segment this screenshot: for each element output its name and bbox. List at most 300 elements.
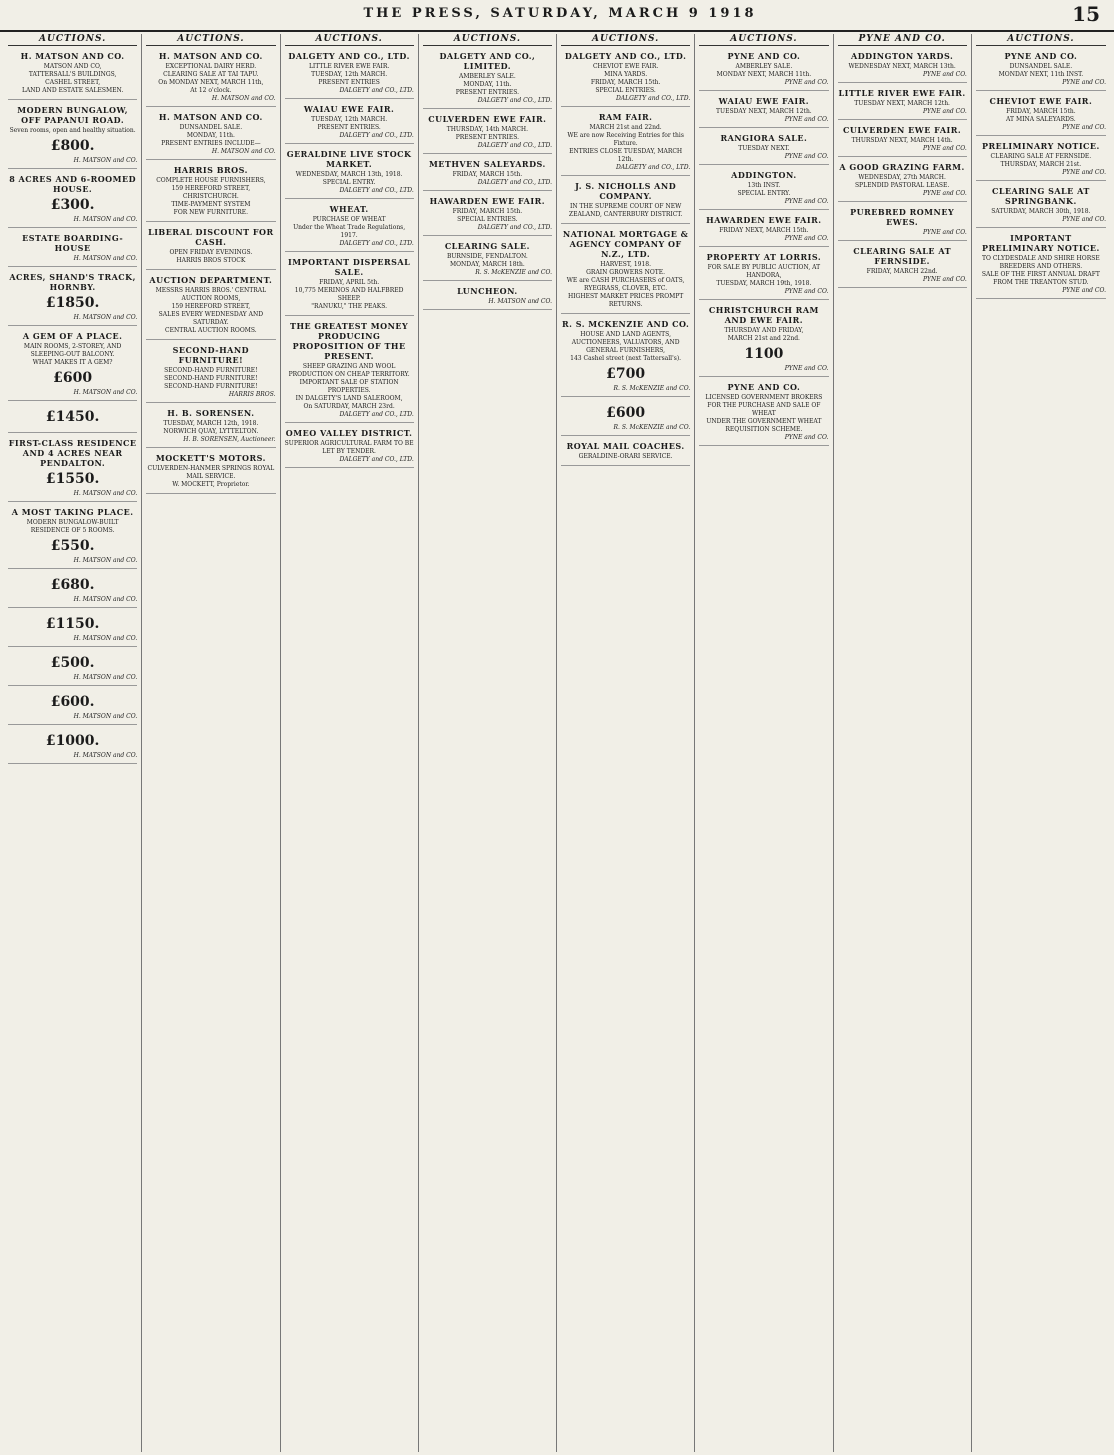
ad-line: FRIDAY, APRIL 5th.	[319, 279, 380, 286]
ad-line: TUESDAY NEXT, MARCH 12th.	[854, 100, 950, 107]
ad-line: GRAIN GROWERS NOTE.	[586, 269, 666, 276]
ad-line: TUESDAY, MARCH 19th, 1918.	[716, 280, 812, 287]
ad-line: SECOND-HAND FURNITURE!	[164, 383, 258, 390]
advertisement	[561, 179, 690, 224]
ad-line: Seven rooms, open and healthy situation.	[9, 127, 136, 134]
ad-title: CULVERDEN EWE FAIR.	[428, 114, 547, 124]
masthead	[0, 0, 1114, 32]
ad-title: IMPORTANT PRELIMINARY NOTICE.	[981, 233, 1100, 253]
ad-line: LICENSED GOVERNMENT BROKERS	[705, 394, 823, 401]
advertisement	[146, 49, 275, 107]
ad-signature: PYNE and CO.	[784, 153, 829, 160]
ad-title: DALGETY AND CO., LTD.	[564, 51, 687, 61]
ad-signature: R. S. McKENZIE and CO.	[475, 269, 552, 276]
ad-signature: HARRIS BROS.	[228, 391, 276, 398]
ad-title: CHEVIOT EWE FAIR.	[989, 96, 1093, 106]
ad-line: SALES EVERY WEDNESDAY AND SATURDAY.	[158, 311, 264, 326]
ad-signature: H. MATSON and CO.	[73, 490, 138, 497]
ad-signature: PYNE and CO.	[784, 434, 829, 441]
ad-title: SECOND-HAND FURNITURE!	[172, 345, 250, 365]
ad-title: R. S. MCKENZIE AND CO.	[562, 319, 690, 329]
ad-signature: R. S. McKENZIE and CO.	[613, 385, 691, 392]
ad-line: PRESENT ENTRIES.	[455, 134, 520, 141]
ad-signature: PYNE and CO.	[922, 229, 967, 236]
ad-line: SPECIAL ENTRY.	[322, 179, 376, 186]
ad-line: FRIDAY, MARCH 22nd.	[866, 268, 938, 275]
ad-line: FRIDAY NEXT, MARCH 15th.	[719, 227, 809, 234]
ad-line: SECOND-HAND FURNITURE!	[164, 367, 258, 374]
advertisement	[423, 194, 552, 236]
ad-line: PRESENT ENTRIES INCLUDE—	[161, 140, 261, 147]
ad-line: HARVEST, 1918.	[600, 261, 652, 268]
advertisement	[976, 49, 1106, 91]
ad-signature: H. MATSON and CO.	[73, 752, 138, 759]
ad-line: 10,775 MERINOS AND HALFBRED SHEEP.	[294, 287, 404, 302]
ad-line: At 12 o'clock.	[190, 87, 232, 94]
ad-signature: PYNE and CO.	[784, 365, 829, 372]
ad-signature: PYNE and CO.	[922, 108, 967, 115]
advertisement	[699, 213, 828, 247]
ad-line: MATSON AND CO,	[43, 63, 102, 70]
ad-signature: H. MATSON and CO.	[211, 148, 276, 155]
ad-line: 159 HEREFORD STREET,	[171, 185, 251, 192]
ad-title: J. S. NICHOLLS AND COMPANY.	[575, 181, 677, 201]
ad-line: THURSDAY AND FRIDAY,	[724, 327, 804, 334]
ad-line: OPEN FRIDAY EVENINGS.	[169, 249, 253, 256]
ad-line: MINA YARDS.	[604, 71, 648, 78]
ad-line: CASHEL STREET,	[45, 79, 101, 86]
ad-price: £1450.	[45, 409, 100, 425]
advertisement	[8, 329, 137, 401]
ad-title: A MOST TAKING PLACE.	[11, 507, 134, 517]
ad-line: SPLENDID PASTORAL LEASE.	[854, 182, 950, 189]
advertisement	[699, 131, 828, 165]
ad-title: A GOOD GRAZING FARM.	[839, 162, 965, 172]
column-5	[557, 34, 695, 1452]
advertisement	[699, 49, 828, 91]
advertisement	[8, 572, 137, 608]
ad-line: MONDAY, 11th.	[186, 132, 235, 139]
ad-title: H. MATSON AND CO.	[158, 51, 263, 61]
ad-price: £550.	[50, 538, 95, 554]
ad-title: THE GREATEST MONEY PRODUCING PROPOSITION OF THE PRESENT.	[289, 321, 409, 361]
ad-title: RAM FAIR.	[598, 112, 653, 122]
ad-title: CLEARING SALE AT FERNSIDE.	[853, 246, 952, 266]
advertisement	[8, 436, 137, 502]
ad-signature: DALGETY and CO., LTD.	[339, 456, 414, 463]
advertisement	[699, 380, 828, 446]
ad-line: SALE OF THE FIRST ANNUAL DRAFT FROM THE TREANTON STUD.	[981, 271, 1100, 286]
ad-title: IMPORTANT DISPERSAL SALE.	[288, 257, 411, 277]
ad-line: CLEARING SALE AT TAI TAPU.	[163, 71, 259, 78]
ad-title: RANGIORA SALE.	[720, 133, 808, 143]
ad-line: UNDER THE GOVERNMENT WHEAT REQUISITION SCHEME.	[706, 418, 822, 433]
ad-signature: PYNE and CO.	[784, 79, 829, 86]
ad-line: THURSDAY, 14th MARCH.	[446, 126, 529, 133]
ad-price: £500.	[50, 655, 95, 671]
ad-line: 143 Cashel street (next Tattersall's).	[570, 355, 682, 362]
newspaper-title: THE PRESS, SATURDAY, MARCH 9 1918	[363, 6, 757, 21]
advertisement	[838, 123, 967, 157]
ad-line: FOR NEW FURNITURE.	[173, 209, 249, 216]
ad-title: A GEM OF A PLACE.	[22, 331, 123, 341]
ad-title: MOCKETT'S MOTORS.	[155, 453, 266, 463]
advertisement	[561, 400, 690, 436]
ad-title: AUCTION DEPARTMENT.	[149, 275, 273, 285]
ad-line: AMBERLEY SALE.	[459, 73, 516, 80]
column-heading: AUCTIONS.	[699, 34, 828, 46]
ad-title: FIRST-CLASS RESIDENCE AND 4 ACRES NEAR PENDALTON.	[8, 438, 137, 468]
ad-line: AT MINA SALEYARDS.	[1006, 116, 1076, 123]
ad-line: CLEARING SALE AT FERNSIDE.	[990, 153, 1092, 160]
column-4	[419, 34, 557, 1452]
ad-price: £300.	[50, 197, 95, 213]
advertisement	[8, 103, 137, 169]
ad-line: 13th INST.	[747, 182, 781, 189]
ad-signature: H. B. SORENSEN, Auctioneer.	[183, 436, 276, 443]
ad-line: GENERAL FURNISHERS,	[586, 347, 666, 354]
ad-title: PRELIMINARY NOTICE.	[981, 141, 1100, 151]
advertisement	[561, 439, 690, 466]
ad-price: £800.	[50, 138, 95, 154]
ad-title: METHVEN SALEYARDS.	[428, 159, 546, 169]
ad-line: CHRISTCHURCH.	[182, 193, 239, 200]
advertisement	[976, 184, 1106, 228]
advertisement	[285, 49, 414, 99]
ad-title: WAIAU EWE FAIR.	[718, 96, 810, 106]
ad-signature: H. MATSON and CO.	[73, 216, 138, 223]
ad-line: MESSRS HARRIS BROS.' CENTRAL AUCTION ROOMS,	[155, 287, 267, 302]
ad-line: On MONDAY NEXT, MARCH 11th,	[158, 79, 264, 86]
ad-title: DALGETY AND CO., LIMITED.	[439, 51, 536, 71]
ad-title: PROPERTY AT LORRIS.	[706, 252, 822, 262]
ad-line: NORWICH QUAY, LYTTELTON.	[163, 428, 259, 435]
advertisement	[699, 94, 828, 128]
ad-line: MONDAY NEXT, 11th INST.	[998, 71, 1084, 78]
ad-title: LIBERAL DISCOUNT FOR CASH.	[148, 227, 274, 247]
ad-signature: DALGETY and CO., LTD.	[616, 164, 691, 171]
ad-line: THURSDAY, MARCH 21st.	[1000, 161, 1082, 168]
column-heading: PYNE AND CO.	[838, 34, 967, 46]
column-6	[695, 34, 833, 1452]
advertisement	[8, 650, 137, 686]
ad-line: BURNSIDE, FENDALTON.	[446, 253, 528, 260]
ad-signature: DALGETY and CO., LTD.	[616, 95, 691, 102]
advertisement	[146, 273, 275, 340]
advertisement	[285, 202, 414, 252]
ad-title: GERALDINE LIVE STOCK MARKET.	[286, 149, 412, 169]
ad-title: H. B. SORENSEN.	[167, 408, 255, 418]
ad-line: DUNSANDEL SALE.	[179, 124, 243, 131]
ad-signature: PYNE and CO.	[922, 71, 967, 78]
ad-price: 1100	[744, 346, 784, 362]
ad-line: PRESENT ENTRIES.	[455, 89, 520, 96]
ad-title: PYNE AND CO.	[1004, 51, 1078, 61]
advertisement	[699, 168, 828, 210]
ad-title: CLEARING SALE.	[444, 241, 530, 251]
advertisement	[8, 49, 137, 100]
ad-signature: PYNE and CO.	[1062, 287, 1106, 294]
ad-line: MONDAY, 11th.	[463, 81, 512, 88]
ad-line: SPECIAL ENTRIES.	[457, 216, 518, 223]
ad-price: £680.	[50, 577, 95, 593]
advertisement	[146, 451, 275, 494]
column-2	[142, 34, 280, 1452]
ad-price: £1550.	[45, 471, 100, 487]
ad-signature: DALGETY and CO., LTD.	[477, 142, 552, 149]
ad-line: GERALDINE-ORARI SERVICE.	[578, 453, 673, 460]
ad-signature: H. MATSON and CO.	[211, 95, 276, 102]
ad-line: WEDNESDAY, 27th MARCH.	[858, 174, 946, 181]
ad-line: FRIDAY, MARCH 15th.	[590, 79, 661, 86]
ad-title: DALGETY AND CO., LTD.	[288, 51, 410, 61]
ad-title: H. MATSON AND CO.	[20, 51, 125, 61]
ad-signature: DALGETY and CO., LTD.	[477, 179, 552, 186]
ad-signature: H. MATSON and CO.	[73, 674, 138, 681]
ad-line: FOR SALE BY PUBLIC AUCTION, AT HANDORA,	[707, 264, 821, 279]
ad-line: TUESDAY, MARCH 12th, 1918.	[163, 420, 259, 427]
ad-title: HAWARDEN EWE FAIR.	[706, 215, 822, 225]
ad-title: PYNE AND CO.	[727, 382, 801, 392]
ad-line: MARCH 21st and 22nd.	[589, 124, 662, 131]
ad-signature: DALGETY and CO., LTD.	[477, 224, 552, 231]
ad-signature: DALGETY and CO., LTD.	[477, 97, 552, 104]
ad-line: MONDAY, MARCH 18th.	[449, 261, 525, 268]
ad-title: H. MATSON AND CO.	[158, 112, 263, 122]
ad-line: IN DALGETY'S LAND SALEROOM,	[295, 395, 403, 402]
ad-line: TUESDAY NEXT.	[738, 145, 790, 152]
advertisement	[146, 110, 275, 160]
ad-signature: H. MATSON and CO.	[73, 157, 138, 164]
ad-signature: PYNE and CO.	[1062, 216, 1106, 223]
ad-line: LITTLE RIVER EWE FAIR.	[308, 63, 390, 70]
ad-signature: H. MATSON and CO.	[73, 557, 138, 564]
advertisement	[146, 163, 275, 222]
ad-signature: H. MATSON and CO.	[73, 713, 138, 720]
ad-signature: PYNE and CO.	[784, 116, 829, 123]
ad-signature: DALGETY and CO., LTD.	[339, 87, 414, 94]
advertisement	[976, 94, 1106, 136]
ad-line: WEDNESDAY NEXT, MARCH 13th.	[848, 63, 956, 70]
ad-title: MODERN BUNGALOW, OFF PAPANUI ROAD.	[17, 105, 129, 125]
advertisement	[976, 231, 1106, 299]
ad-line: HARRIS BROS STOCK	[176, 257, 246, 264]
ad-line: SUPERIOR AGRICULTURAL FARM TO BE LET BY TENDER.	[284, 440, 414, 455]
page-number: 15	[1072, 2, 1100, 26]
ad-line: TATTERSALL'S BUILDINGS,	[28, 71, 117, 78]
ad-price: £1000.	[45, 733, 100, 749]
advertisement	[838, 205, 967, 241]
ad-signature: DALGETY and CO., LTD.	[339, 240, 414, 247]
ad-line: CHEVIOT EWE FAIR.	[592, 63, 659, 70]
advertisement	[285, 426, 414, 468]
advertisement	[146, 225, 275, 270]
advertisement	[423, 49, 552, 109]
ad-signature: PYNE and CO.	[922, 190, 967, 197]
advertisement	[561, 110, 690, 176]
ad-line: MAIN ROOMS, 2-STOREY, AND SLEEPING-OUT BALCONY.	[23, 343, 122, 358]
ad-signature: H. MATSON and CO.	[73, 255, 138, 262]
column-heading: AUCTIONS.	[8, 34, 137, 46]
column-7	[834, 34, 972, 1452]
advertisement	[976, 139, 1106, 181]
ad-line: SATURDAY, MARCH 30th, 1918.	[991, 208, 1091, 215]
ad-title: PYNE AND CO.	[727, 51, 801, 61]
ad-signature: DALGETY and CO., LTD.	[339, 411, 414, 418]
ad-line: CENTRAL AUCTION ROOMS.	[165, 327, 257, 334]
ad-line: FRIDAY, MARCH 15th.	[452, 208, 523, 215]
ad-signature: PYNE and CO.	[784, 288, 829, 295]
ad-line: FRIDAY, MARCH 15th.	[1006, 108, 1076, 115]
advertisement	[8, 231, 137, 267]
ad-line: IMPORTANT SALE OF STATION PROPERTIES.	[299, 379, 399, 394]
ad-line: IN THE SUPREME COURT OF NEW ZEALAND, CANTERBURY DISTRICT.	[568, 203, 683, 218]
ad-line: SPECIAL ENTRY.	[737, 190, 791, 197]
ad-price: £700	[606, 366, 646, 382]
ad-title: NATIONAL MORTGAGE & AGENCY COMPANY OF N.Z., LTD.	[562, 229, 689, 259]
ad-signature: DALGETY and CO., LTD.	[339, 132, 414, 139]
ad-line: AMBERLEY SALE.	[735, 63, 793, 70]
ad-price: £600	[53, 370, 93, 386]
ad-line: FOR THE PURCHASE AND SALE OF WHEAT	[707, 402, 821, 417]
ad-line: WE are CASH PURCHASERS of OATS, RYEGRASS, CLOVER, ETC.	[566, 277, 685, 292]
ad-signature: PYNE and CO.	[784, 198, 829, 205]
ad-title: ROYAL MAIL COACHES.	[566, 441, 685, 451]
advertisement	[285, 147, 414, 199]
ad-title: ADDINGTON.	[731, 170, 797, 180]
advertisement	[423, 284, 552, 310]
ad-signature: R. S. McKENZIE and CO.	[613, 424, 691, 431]
ad-price: £600	[606, 405, 646, 421]
advertisement	[838, 49, 967, 83]
ad-signature: PYNE and CO.	[784, 235, 829, 242]
ad-line: THURSDAY NEXT, MARCH 14th.	[851, 137, 953, 144]
ad-price: £1150.	[45, 616, 100, 632]
ad-line: "RANUKU," THE PEAKS.	[311, 303, 388, 310]
column-heading: AUCTIONS.	[561, 34, 690, 46]
ad-line: SPECIAL ENTRIES.	[595, 87, 656, 94]
ad-price: £600.	[50, 694, 95, 710]
ad-title: ADDINGTON YARDS.	[850, 51, 954, 61]
ad-line: HIGHEST MARKET PRICES PROMPT RETURNS.	[567, 293, 684, 308]
column-8	[972, 34, 1110, 1452]
ad-title: OMEO VALLEY DISTRICT.	[285, 428, 413, 438]
ad-line: LAND AND ESTATE SALESMEN.	[21, 87, 124, 94]
advertisement	[838, 86, 967, 120]
advertisement	[8, 689, 137, 725]
ad-title: HARRIS BROS.	[173, 165, 248, 175]
ad-line: MARCH 21st and 22nd.	[727, 335, 800, 342]
ad-signature: PYNE and CO.	[922, 145, 967, 152]
ad-line: SECOND-HAND FURNITURE!	[164, 375, 258, 382]
ad-signature: H. MATSON and CO.	[73, 596, 138, 603]
ad-title: HAWARDEN EWE FAIR.	[429, 196, 546, 206]
ad-line: TUESDAY, 12th MARCH.	[311, 71, 388, 78]
ad-line: 159 HEREFORD STREET,	[171, 303, 251, 310]
ad-line: FRIDAY, MARCH 15th.	[452, 171, 523, 178]
ad-line: EXCEPTIONAL DAIRY HERD.	[165, 63, 257, 70]
advertisement	[8, 611, 137, 647]
ad-signature: PYNE and CO.	[1062, 169, 1106, 176]
ad-line: On SATURDAY, MARCH 23rd.	[303, 403, 395, 410]
advertisement	[423, 157, 552, 191]
advertisement	[146, 406, 275, 448]
advertisement	[8, 404, 137, 433]
ad-signature: PYNE and CO.	[922, 276, 967, 283]
ad-signature: DALGETY and CO., LTD.	[339, 187, 414, 194]
advertisement	[838, 244, 967, 288]
ad-title: ESTATE BOARDING-HOUSE	[22, 233, 124, 253]
ad-signature: H. MATSON and CO.	[73, 635, 138, 642]
advertisement	[561, 49, 690, 107]
advertisement	[8, 728, 137, 764]
ad-title: PUREBRED ROMNEY EWES.	[850, 207, 955, 227]
ad-signature: H. MATSON and CO.	[488, 298, 552, 305]
ad-line: WE are now Receiving Entries for this Fixture.	[567, 132, 684, 147]
ad-line: WEDNESDAY, MARCH 13th, 1918.	[295, 171, 403, 178]
ad-title: LUNCHEON.	[457, 286, 518, 296]
ad-title: WHEAT.	[329, 204, 369, 214]
column-1	[4, 34, 142, 1452]
ad-line: TUESDAY NEXT, MARCH 12th.	[716, 108, 812, 115]
ad-title: CHRISTCHURCH RAM AND EWE FAIR.	[708, 305, 819, 325]
advertisement	[8, 270, 137, 326]
ad-title: 8 ACRES AND 6-ROOMED HOUSE.	[9, 174, 137, 194]
ad-signature: PYNE and CO.	[1062, 124, 1106, 131]
ad-line: Under the Wheat Trade Regulations, 1917.	[293, 224, 406, 239]
ad-title: CULVERDEN EWE FAIR.	[843, 125, 962, 135]
column-3	[281, 34, 419, 1452]
ad-line: TO CLYDESDALE AND SHIRE HORSE BREEDERS AND OTHERS.	[982, 255, 1100, 270]
ad-line: WHAT MAKES IT A GEM?	[32, 359, 113, 366]
column-heading: AUCTIONS.	[146, 34, 275, 46]
columns-container	[4, 34, 1110, 1452]
advertisement	[285, 255, 414, 316]
column-heading: AUCTIONS.	[285, 34, 414, 46]
ad-line: TUESDAY, 12th MARCH.	[311, 116, 388, 123]
ad-line: COMPLETE HOUSE FURNISHERS,	[156, 177, 266, 184]
advertisement	[8, 505, 137, 569]
ad-line: TIME-PAYMENT SYSTEM	[171, 201, 251, 208]
advertisement	[699, 250, 828, 300]
ad-title: ACRES, SHAND'S TRACK, HORNBY.	[9, 272, 136, 292]
ad-title: WAIAU EWE FAIR.	[303, 104, 395, 114]
ad-line: PRESENT ENTRIES	[318, 79, 380, 86]
ad-line: DUNSANDEL SALE.	[1009, 63, 1073, 70]
ad-line: SHEEP GRAZING AND WOOL PRODUCTION ON CHEAP TERRITORY.	[288, 363, 410, 378]
ad-signature: H. MATSON and CO.	[73, 389, 138, 396]
advertisement	[8, 172, 137, 228]
ad-line: HOUSE AND LAND AGENTS,	[580, 331, 671, 338]
ad-signature: PYNE and CO.	[1062, 79, 1106, 86]
ad-line: CULVERDEN-HANMER SPRINGS ROYAL MAIL SERVICE.	[147, 465, 275, 480]
advertisement	[423, 112, 552, 154]
ad-price: £1850.	[45, 295, 100, 311]
advertisement	[146, 343, 275, 403]
advertisement	[285, 319, 414, 423]
column-heading: AUCTIONS.	[976, 34, 1106, 46]
ad-line: MODERN BUNGALOW-BUILT RESIDENCE OF 5 ROOMS.	[26, 519, 119, 534]
ad-line: PRESENT ENTRIES.	[317, 124, 381, 131]
ad-line: PURCHASE OF WHEAT	[312, 216, 386, 223]
ad-line: W. MOCKETT, Proprietor.	[172, 481, 250, 488]
ad-line: ENTRIES CLOSE TUESDAY, MARCH 12th.	[569, 148, 683, 163]
column-heading: AUCTIONS.	[423, 34, 552, 46]
ad-title: CLEARING SALE AT SPRINGBANK.	[991, 186, 1090, 206]
ad-line: MONDAY NEXT, MARCH 11th.	[716, 71, 812, 78]
advertisement	[423, 239, 552, 281]
ad-line: AUCTIONEERS, VALUATORS, AND	[571, 339, 680, 346]
